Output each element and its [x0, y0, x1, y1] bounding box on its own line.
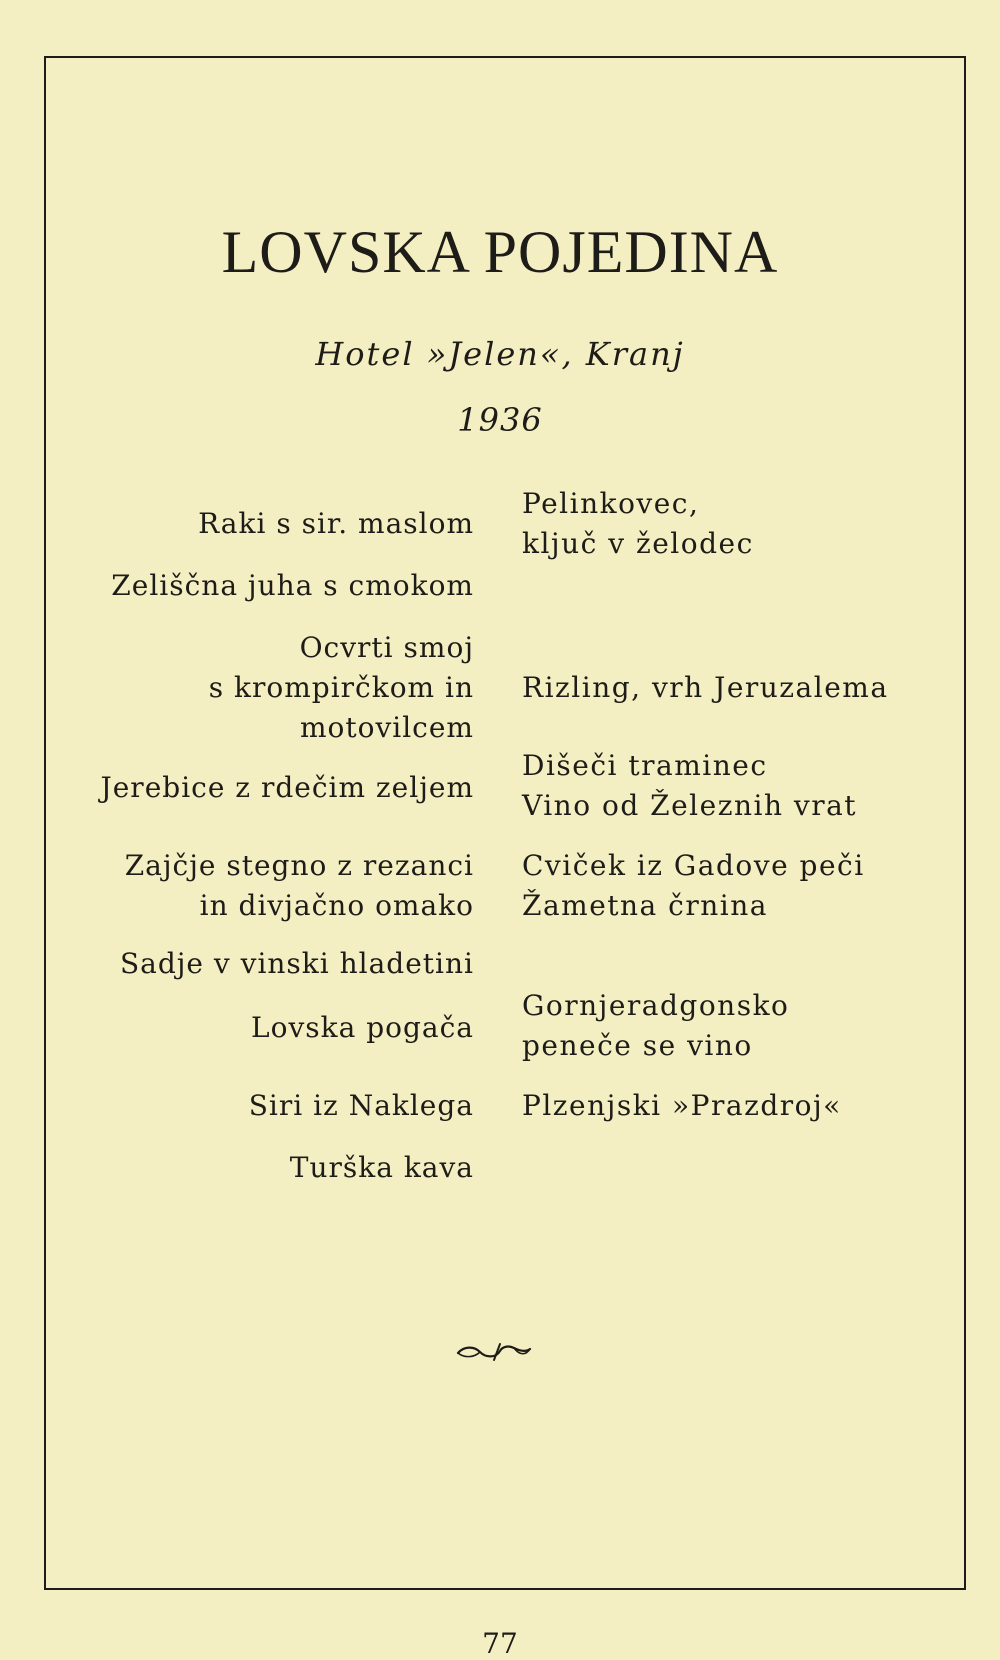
dish-line: Zeliščna juha s cmokom — [111, 569, 474, 602]
dish-line: Raki s sir. maslom — [198, 507, 474, 540]
drink-item — [522, 1086, 842, 1126]
drink-line: ključ v želodec — [522, 527, 754, 560]
dish-line: Zajčje stegno z rezanci — [124, 849, 474, 882]
dish-item — [120, 944, 474, 984]
drink-item — [522, 846, 865, 926]
drink-line: Plzenjski »Prazdroj« — [522, 1089, 842, 1122]
dish-line: Sadje v vinski hladetini — [119, 947, 474, 980]
dish-item — [251, 1008, 474, 1048]
drink-item — [522, 668, 889, 708]
drink-line: Gornjeradgonsko — [522, 989, 790, 1022]
dish-line: Turška kava — [289, 1151, 474, 1184]
dish-item — [111, 566, 474, 606]
drink-line: Rizling, vrh Jeruzalema — [522, 671, 889, 704]
drink-item — [522, 986, 789, 1066]
menu-venue: Hotel »Jelen«, Kranj — [315, 335, 685, 373]
drink-item — [522, 746, 857, 826]
dish-line: Lovska pogača — [251, 1011, 474, 1044]
dish-item — [125, 846, 474, 926]
dish-item — [290, 1148, 474, 1188]
menu-year: 1936 — [457, 401, 543, 439]
drink-line: Žametna črnina — [522, 889, 768, 922]
dish-item — [209, 628, 474, 748]
dish-item — [198, 504, 474, 544]
dish-line: Siri iz Naklega — [248, 1089, 474, 1122]
dish-line: motovilcem — [299, 711, 474, 744]
drink-line: Vino od Železnih vrat — [522, 789, 858, 822]
drink-line: Pelinkovec, — [522, 487, 700, 520]
page-number: 77 — [482, 1627, 518, 1660]
drink-line: Cviček iz Gadove peči — [522, 849, 865, 882]
dish-line: Jerebice z rdečim zeljem — [100, 771, 474, 804]
drink-line: Dišeči traminec — [522, 749, 768, 782]
drink-item — [522, 484, 754, 564]
dish-line: Ocvrti smoj — [299, 631, 474, 664]
dish-item — [101, 768, 474, 808]
dish-line: in divjačno omako — [199, 889, 474, 922]
drink-line: peneče se vino — [522, 1029, 753, 1062]
dish-line: s krompirčkom in — [208, 671, 474, 704]
flourish-ornament-icon — [456, 1340, 532, 1364]
menu-title: LOVSKA POJEDINA — [221, 219, 779, 285]
dish-item — [249, 1086, 474, 1126]
